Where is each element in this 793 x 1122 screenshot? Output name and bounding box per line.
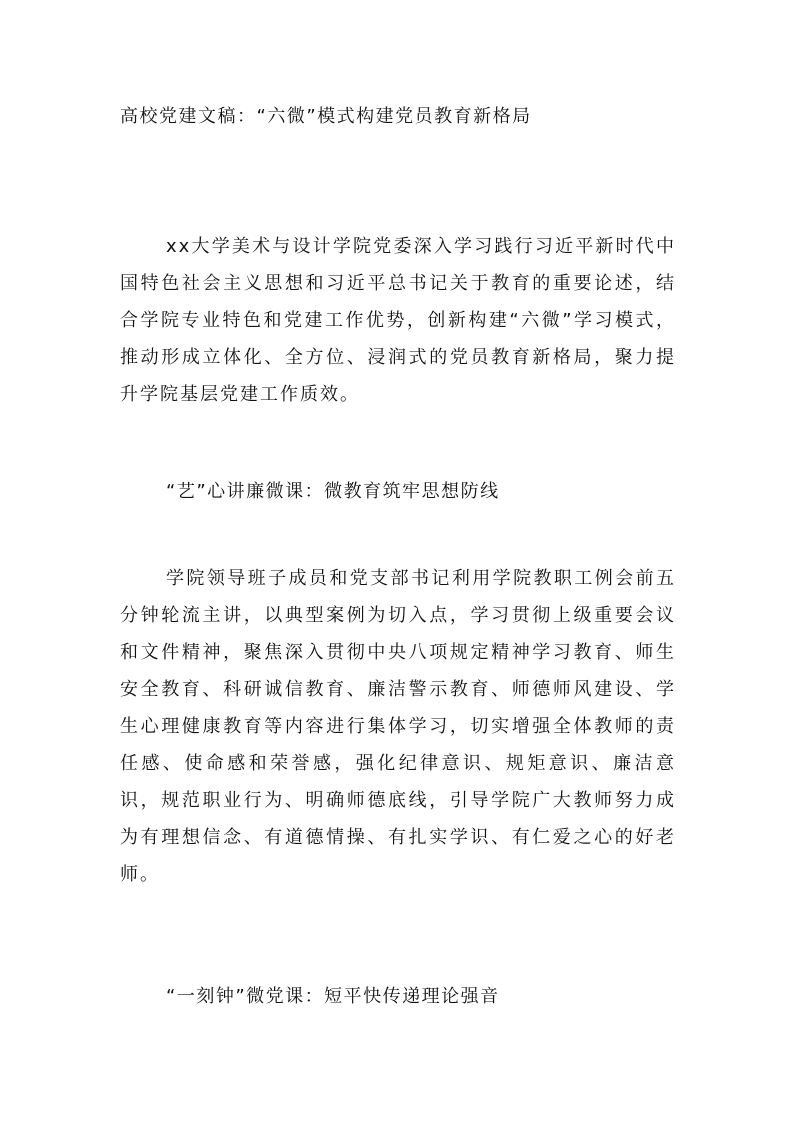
section-heading-2: “一刻钟”微党课：短平快传递理论强音	[166, 986, 500, 1007]
section-heading-1: “艺”心讲廉微课：微教育筑牢思想防线	[166, 481, 500, 502]
document-title: 高校党建文稿：“六微”模式构建党员教育新格局	[120, 106, 532, 127]
section-1-paragraph: 学院领导班子成员和党支部书记利用学院教职工例会前五分钟轮流主讲，以典型案例为切入点，学习贯彻上级重要会议和文件精神，聚焦深入贯彻中央八项规定精神学习教育、师生安全教育、科研诚信教育、廉洁警示教育、师德师风建设、学生心理健康教育等内容进行集体学习，切实增强全体教师的责任感、使命感和荣誉感，强化纪律意识、规矩意识、廉洁意识，规范职业行为、明确师德底线，引导学院广大教师努力成为有理想信念、有道德情操、有扎实学识、有仁爱之心的好老师。	[120, 568, 676, 885]
intro-paragraph: xx大学美术与设计学院党委深入学习践行习近平新时代中国特色社会主义思想和习近平总书记关于教育的重要论述，结合学院专业特色和党建工作优势，创新构建“六微”学习模式，推动形成立体化、全方位、浸润式的党员教育新格局，聚力提升学院基层党建工作质效。	[120, 236, 676, 405]
